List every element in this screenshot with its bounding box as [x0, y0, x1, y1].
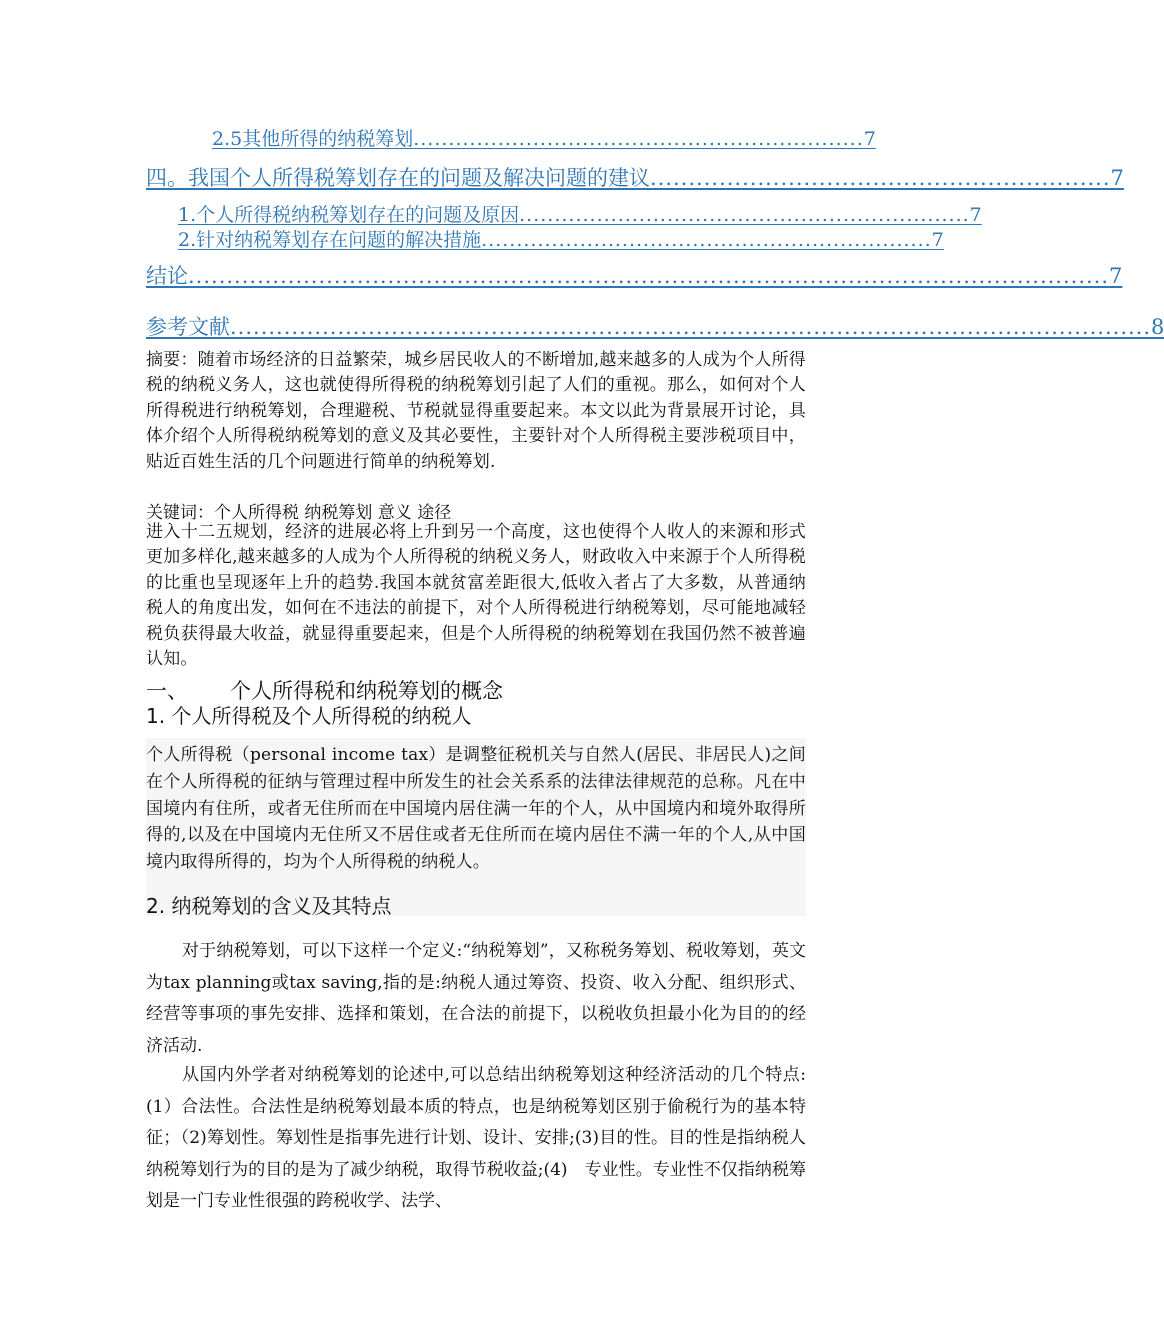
- toc-page: 8: [1151, 315, 1164, 339]
- toc-title: 1.个人所得税纳税筹划存在的问题及原因: [178, 204, 520, 226]
- toc-page: 7: [863, 128, 876, 150]
- toc-entry[interactable]: [146, 162, 1124, 192]
- toc-entry[interactable]: [146, 311, 1164, 341]
- toc-entry[interactable]: [178, 200, 982, 227]
- abstract: 摘要：随着市场经济的日益繁荣，城乡居民收人的不断增加,越来越多的人成为个人所得税的纳税义务人，这也就使得所得税的纳税筹划引起了人们的重视。那么，如何对个人所得税进行纳税筹划，合理避税、节税就显得重要起来。本文以此为背景展开讨论，具体介绍个人所得税纳税筹划的意义及其必要性，主要针对个人所得税主要涉税项目中，贴近百姓生活的几个问题进行简单的纳税筹划.: [146, 350, 806, 472]
- toc-title: 2.针对纳税筹划存在问题的解决措施: [178, 229, 482, 251]
- tax-planning-features: 从国内外学者对纳税筹划的论述中,可以总结出纳税筹划这种经济活动的几个特点:(1）合法性。合法性是纳税筹划最本质的特点，也是纳税筹划区别于偷税行为的基本特征；（2)筹划性。筹划性是指事先进行计划、设计、安排;(3)目的性。目的性是指纳税人纳税筹划行为的目的是为了减少纳税，取得节税收益;(4) 专业性。专业性不仅指纳税筹划是一门专业性很强的跨税收学、法学、: [146, 1065, 806, 1211]
- section-title: 个人所得税和纳税筹划的概念: [230, 679, 503, 703]
- section-number: 一、: [146, 679, 188, 703]
- toc-leader: ................................................................: [413, 128, 864, 150]
- intro-paragraph: 进入十二五规划，经济的进展必将上升到另一个高度，这也使得个人收人的来源和形式更加多样化,越来越多的人成为个人所得税的纳税义务人，财政收入中来源于个人所得税的比重也呈现逐年上升的趋势.我国本就贫富差距很大,低收入者占了大多数，从普通纳税人的角度出发，如何在不违法的前提下，对个人所得税进行纳税筹划，尽可能地减轻税负获得最大收益，就显得重要起来，但是个人所得税的纳税筹划在我国仍然不被普遍认知。: [146, 522, 806, 670]
- toc-entry[interactable]: [212, 124, 876, 151]
- subsection-heading: 1. 个人所得税及个人所得税的纳税人: [146, 704, 472, 728]
- toc-title: 结论: [146, 264, 188, 288]
- toc-title: 四。我国个人所得税筹划存在的问题及解决问题的建议: [146, 166, 650, 190]
- toc-page: 7: [1110, 166, 1124, 190]
- toc-page: 7: [1109, 264, 1123, 288]
- toc-entry[interactable]: [178, 225, 944, 252]
- tax-planning-definition: 对于纳税筹划，可以下这样一个定义:“纳税筹划”，又称税务筹划、税收筹划，英文为tax planning或tax saving,指的是:纳税人通过筹资、投资、收入分配、组织形式、经营等事项的事先安排、选择和策划，在合法的前提下，以税收负担最小化为目的的经济活动.: [146, 941, 806, 1056]
- toc-leader: ........................................................................................................................: [188, 264, 1110, 288]
- toc-leader: ........................................................................................................................: [230, 315, 1152, 339]
- subsection-heading: 2. 纳税筹划的含义及其特点: [146, 894, 392, 918]
- keywords: 关键词：个人所得税 纳税筹划 意义 途径: [146, 503, 452, 523]
- toc-title: 参考文献: [146, 315, 230, 339]
- toc-page: 7: [931, 229, 944, 251]
- toc-page: 7: [969, 204, 982, 226]
- toc-leader: ................................................................: [519, 204, 970, 226]
- income-tax-definition: 个人所得税（personal income tax）是调整征税机关与自然人(居民、非居民人)之间在个人所得税的征纳与管理过程中所发生的社会关系系的法律法律规范的总称。凡在中国境内有住所，或者无住所而在中国境内居住满一年的个人，从中国境内和境外取得所得的,以及在中国境内无住所又不居住或者无住所而在境内居住不满一年的个人,从中国境内取得所得的，均为个人所得税的纳税人。: [146, 745, 806, 873]
- toc-title: 2.5其他所得的纳税筹划: [212, 128, 414, 150]
- toc-entry[interactable]: [146, 260, 1123, 290]
- toc-leader: ................................................................: [481, 229, 932, 251]
- toc-leader: ............................................................: [650, 166, 1111, 190]
